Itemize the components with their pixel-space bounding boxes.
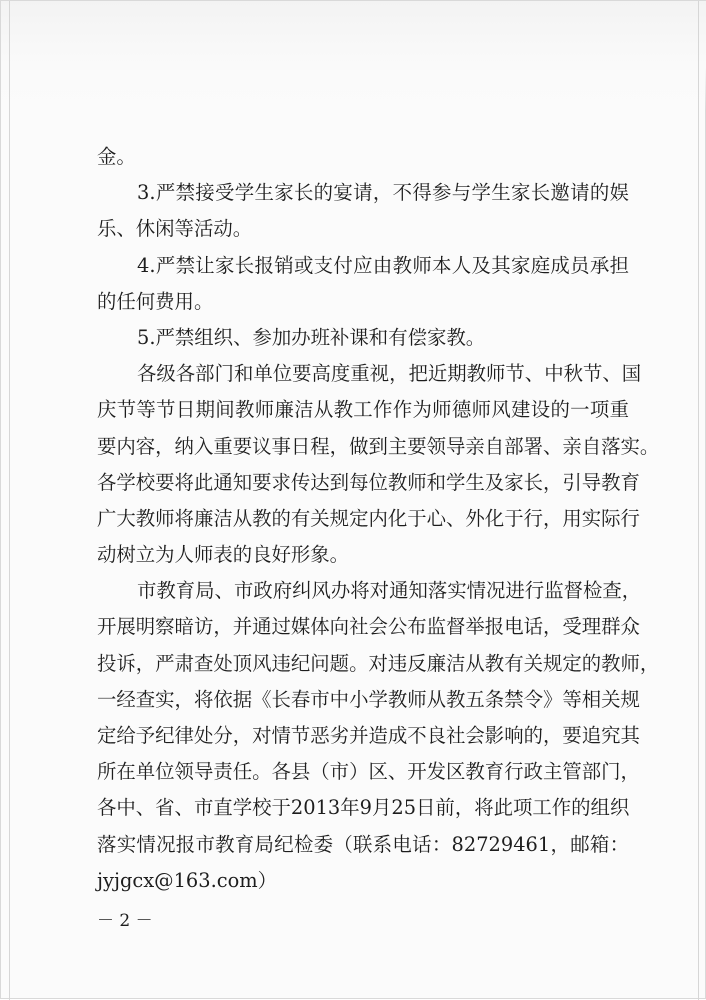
text-line: 落实情况报市教育局纪检委（联系电话：82729461，邮箱： — [97, 832, 629, 856]
text-line: 4.严禁让家长报销或支付应由教师本人及其家庭成员承担 — [137, 253, 629, 277]
text-line: 5.严禁组织、参加办班补课和有偿家教。 — [137, 325, 486, 349]
text-line: 各中、省、市直学校于2013年9月25日前，将此项工作的组织 — [97, 796, 630, 820]
text-line: 各级各部门和单位要高度重视，把近期教师节、中秋节、国 — [137, 362, 642, 386]
text-line: jyjgcx@163.com） — [97, 868, 278, 892]
text-line: 乐、休闲等活动。 — [97, 217, 253, 241]
scan-shade — [1, 1, 706, 111]
page-number: － 2 － — [97, 911, 153, 931]
text-line: 广大教师将廉洁从教的有关规定内化于心、外化于行，用实际行 — [97, 506, 640, 530]
text-line: 投诉，严肃查处顶风违纪问题。对违反廉洁从教有关规定的教师， — [97, 651, 660, 675]
text-line: 开展明察暗访，并通过媒体向社会公布监督举报电话，受理群众 — [97, 615, 640, 639]
text-line: 各学校要将此通知要求传达到每位教师和学生及家长，引导教育 — [97, 470, 640, 494]
document-body — [97, 139, 660, 899]
text-line: 庆节等节日期间教师廉洁从教工作作为师德师风建设的一项重 — [97, 398, 629, 422]
text-line: 定给予纪律处分，对情节恶劣并造成不良社会影响的，要追究其 — [97, 724, 640, 747]
page-edge-right — [698, 1, 699, 1000]
text-line: 所在单位领导责任。各县（市）区、开发区教育行政主管部门， — [97, 760, 640, 784]
text-line: 3.严禁接受学生家长的宴请，不得参与学生家长邀请的娱 — [137, 181, 629, 205]
text-line: 一经查实，将依据《长春市中小学教师从教五条禁令》等相关规 — [97, 687, 640, 711]
page-edge-left — [9, 1, 10, 1000]
text-line: 动树立为人师表的良好形象。 — [97, 543, 350, 567]
text-line: 市教育局、市政府纠风办将对通知落实情况进行监督检查， — [137, 579, 642, 603]
text-line: 要内容，纳入重要议事日程，做到主要领导亲自部署、亲自落实。 — [97, 434, 660, 458]
text-line: 金。 — [97, 145, 136, 168]
text-line: 的任何费用。 — [97, 289, 214, 313]
